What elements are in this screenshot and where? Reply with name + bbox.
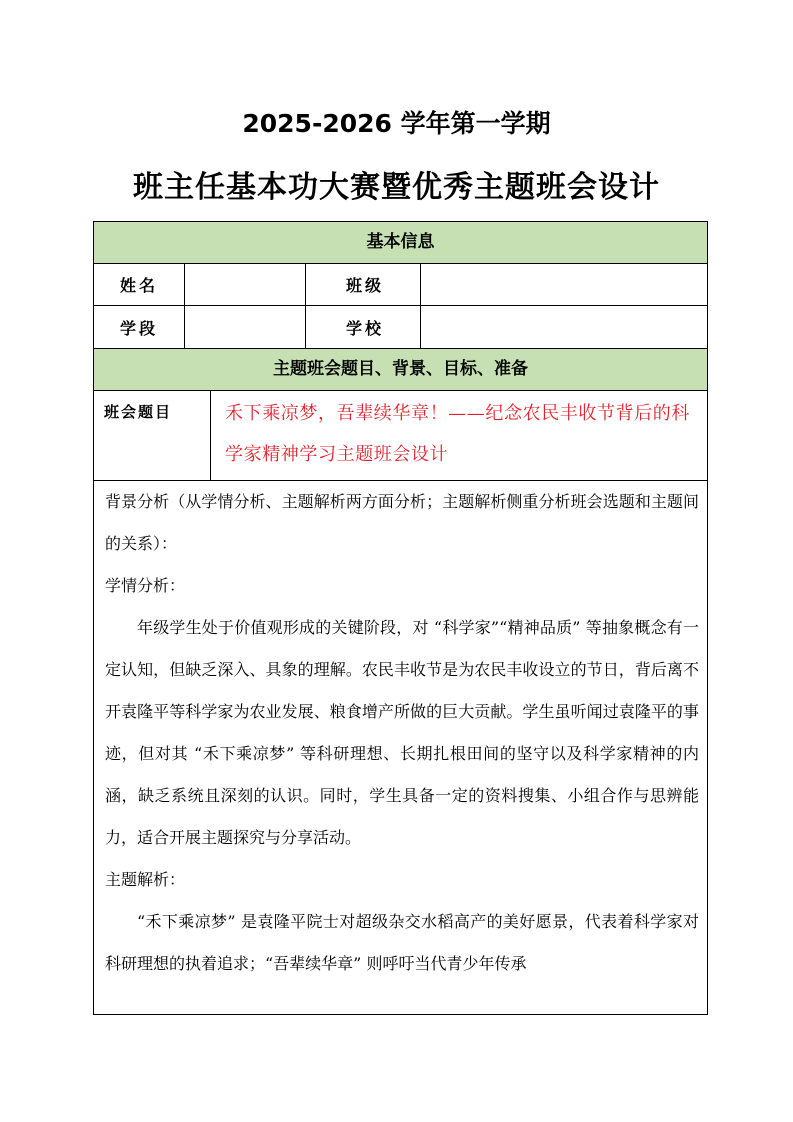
section-basic-info-header [94,222,707,264]
document-title-line1: 2025-2026 学年第一学期 [242,109,551,138]
section-topic-header [94,349,707,391]
topic-label: 班会题目 [94,391,211,480]
section-basic-info-title: 基本信息 [366,232,435,252]
topic-row [94,391,707,481]
design-form-table [93,221,708,1015]
topic-value[interactable]: 禾下乘凉梦，吾辈续华章！——纪念农民丰收节背后的科学家精神学习主题班会设计 [225,403,690,465]
stage-label: 学段 [94,306,185,348]
class-field[interactable] [421,264,707,305]
student-analysis-paragraph: 年级学生处于价值观形成的关键阶段，对 “科学家”“精神品质” 等抽象概念有一定认知，但缺乏深入、具象的理解。农民丰收节是为农民丰收设立的节日，背后离不开袁隆平等科学家为农业发展、粮食增产所做的巨大贡献。学生虽听闻过袁隆平的事迹，但对其 “禾下乘凉梦” 等科研理想、长期扎根田间的坚守以及科学家精神的内涵，缺乏系统且深刻的认识。同时，学生具备一定的资料搜集、小组合作与思辨能力，适合开展主题探究与分享活动。 [105,618,699,847]
stage-school-row [94,306,707,349]
school-field[interactable] [421,306,707,348]
school-label: 学校 [306,306,421,348]
student-analysis-heading: 学情分析： [105,576,186,595]
section-topic-title: 主题班会题目、背景、目标、准备 [273,359,528,379]
class-label: 班级 [306,264,421,305]
name-field[interactable] [185,264,306,305]
document-title-line2: 班主任基本功大赛暨优秀主题班会设计 [133,170,660,205]
theme-analysis-heading: 主题解析： [105,870,186,889]
name-label: 姓名 [94,264,185,305]
stage-field[interactable] [185,306,306,348]
name-class-row [94,264,707,306]
background-heading: 背景分析（从学情分析、主题解析两方面分析；主题解析侧重分析班会选题和主题间的关系）： [105,492,699,553]
theme-analysis-paragraph: “禾下乘凉梦” 是袁隆平院士对超级杂交水稻高产的美好愿景，代表着科学家对科研理想的执着追求；“吾辈续华章” 则呼吁当代青少年传承 [105,912,699,973]
background-analysis-section [94,481,707,985]
